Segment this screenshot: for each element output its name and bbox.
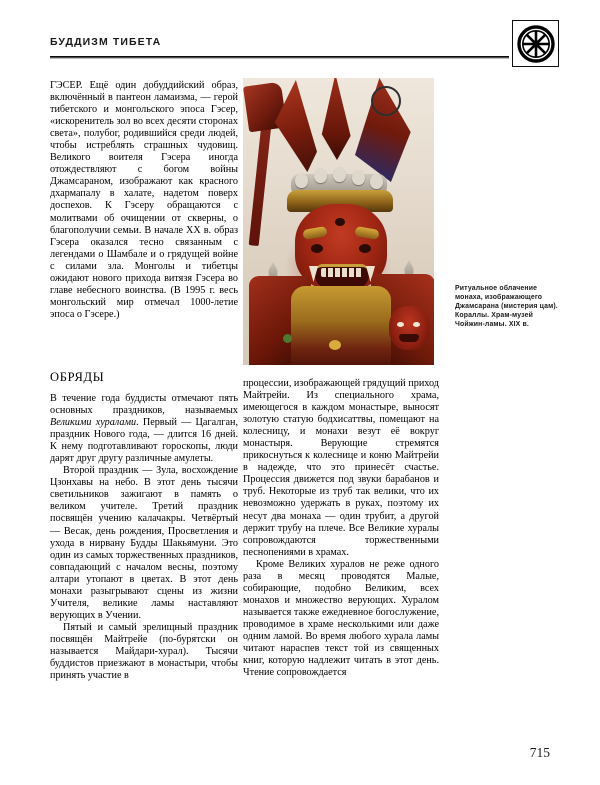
- term-great-hurals: Великими хуралами: [50, 417, 137, 429]
- paragraph-second-festival: Второй праздник — Зула, восхождение Цзонхавы на небо. В этот день тысячи светильников зажигают в память о великом учителе. Третий праздник посвящён учению калачакры. Четвёртый — Весак, день рождения, Просветления и ухода в нирвану Будды Шакьямуни. Это один из самых торжественных праздников, совпадающий с началом весны, поэтому алтари утопают в цветах. В этот день монахи разыгрывают сцены из жизни Учителя, великие ламы наставляют верующих в Учении.: [50, 465, 238, 621]
- photo-shape-crown-middle: [317, 78, 357, 160]
- paragraph-procession: процессии, изображающей грядущий приход Майтрейи. Из специального храма, имеющегося в каждом монастыре, выносят золотую статую бодхисаттвы, помещают на колесницу, и монахи везут её вокруг монастыря. Верующие стремятся прикоснуться к колеснице и коню Майтрейи в надежде, что это принесёт счастье. Процессия движется под звуки барабанов и труб. Некоторые из труб так велики, что их невозможно удержать в руках, поэтому их несут два монаха — один трубит, а другой держит трубу на плече. Все Великие хуралы сопровождаются торжественными песнопениями в храмах.: [243, 378, 439, 558]
- running-head: [50, 36, 550, 62]
- photo-shape-secondary-mouth: [399, 334, 419, 342]
- running-head-title: БУДДИЗМ ТИБЕТА: [50, 36, 162, 48]
- section-heading-rituals: ОБРЯДЫ: [50, 370, 105, 384]
- photo-shape-teeth: [321, 268, 363, 277]
- paragraph-small-hurals: Кроме Великих хуралов не реже одного раза в месяц проводятся Малые, собирающие, подобно Великим, всех монахов и множество верующих. Хуралом называется также ежедневное богослужение, проводимое в храме несколькими или даже одним ламой. Во время любого хурала ламы читают нараспев текст той из священных книг, которую надлежит читать в этот день. Чтение сопровождается: [243, 558, 439, 679]
- photo-shape-secondary-face: [389, 306, 429, 350]
- ritual-costume-photo: [243, 78, 434, 365]
- photo-shape-eye-left: [311, 244, 323, 253]
- page-number: 715: [529, 745, 550, 760]
- photo-shape-secondary-eye-left: [397, 322, 404, 327]
- body-column-left-top: [50, 80, 238, 321]
- photo-shape-green-gem: [283, 334, 292, 343]
- paragraph-festivals-lead: В течение года буддисты отмечают пять основных праздников, называемых: [50, 393, 238, 417]
- running-head-rule: [50, 56, 509, 59]
- photo-shape-skull: [352, 170, 365, 185]
- body-column-right: [243, 378, 439, 679]
- photo-shape-chest-ornament: [291, 286, 391, 365]
- dharma-wheel-icon: [512, 20, 559, 67]
- photo-shape-eye-right: [359, 244, 371, 253]
- photo-shape-secondary-eye-right: [413, 322, 420, 327]
- body-column-left-bottom: [50, 393, 238, 682]
- photo-shape-skull: [370, 174, 383, 189]
- photo-shape-skull: [333, 167, 346, 182]
- paragraph-gesar: ГЭСЕР. Ещё один добуддийский образ, включённый в пантеон ламаизма, — герой тибетского и монгольского эпоса Гэсер, «искоренитель зол во всех десяти сторонах света», полубог, родившийся среди людей, чтобы истреблять страшных чудовищ. Великого воителя Гэсера иногда отождествляют с богом войны Джамсараном, изображают как красного дхармапалу в халате, надетом поверх доспехов. К Гэсеру обращаются с молитвами об очищении от скверны, о благополучии семьи. В начале XX в. образ Гэсера оказался тесно связанным с легендами о Шамбале и о грядущей войне с силами зла. Монголы и тибетцы ожидают нового прихода витязя Гэсера во главе небесного воинства. (В 1995 г. весь монгольский мир отмечал 1000-летие эпоса о Гэсере.): [50, 80, 238, 320]
- paragraph-fifth-festival: Пятый и самый зрелищный праздник посвящён Майтрейе (по-бурятски он называется Майдари-хурал). Тысячи буддистов приезжают в монастыри, чтобы принять участие в: [50, 621, 238, 682]
- photo-shape-third-eye: [335, 218, 345, 226]
- photo-shape-skull: [314, 168, 327, 183]
- figure-caption: Ритуальное облачение монаха, изображающего Джамсарана (мистерия цам). Кораллы. Храм-музей Чойжин-ламы. XIX в.: [455, 285, 558, 329]
- paragraph-festivals-tail: . Первый — Цагалган, праздник Нового года, — длится 16 дней. К нему подготавливают гороскопы, люди дарят друг другу различные амулеты.: [50, 417, 238, 465]
- photo-shape-gold-gem: [329, 340, 341, 350]
- paragraph-festivals-intro: [50, 393, 238, 465]
- photo-shape-ritual-hook: [371, 86, 401, 116]
- photo-shape-skull: [295, 173, 308, 188]
- photo-canvas: [243, 78, 434, 365]
